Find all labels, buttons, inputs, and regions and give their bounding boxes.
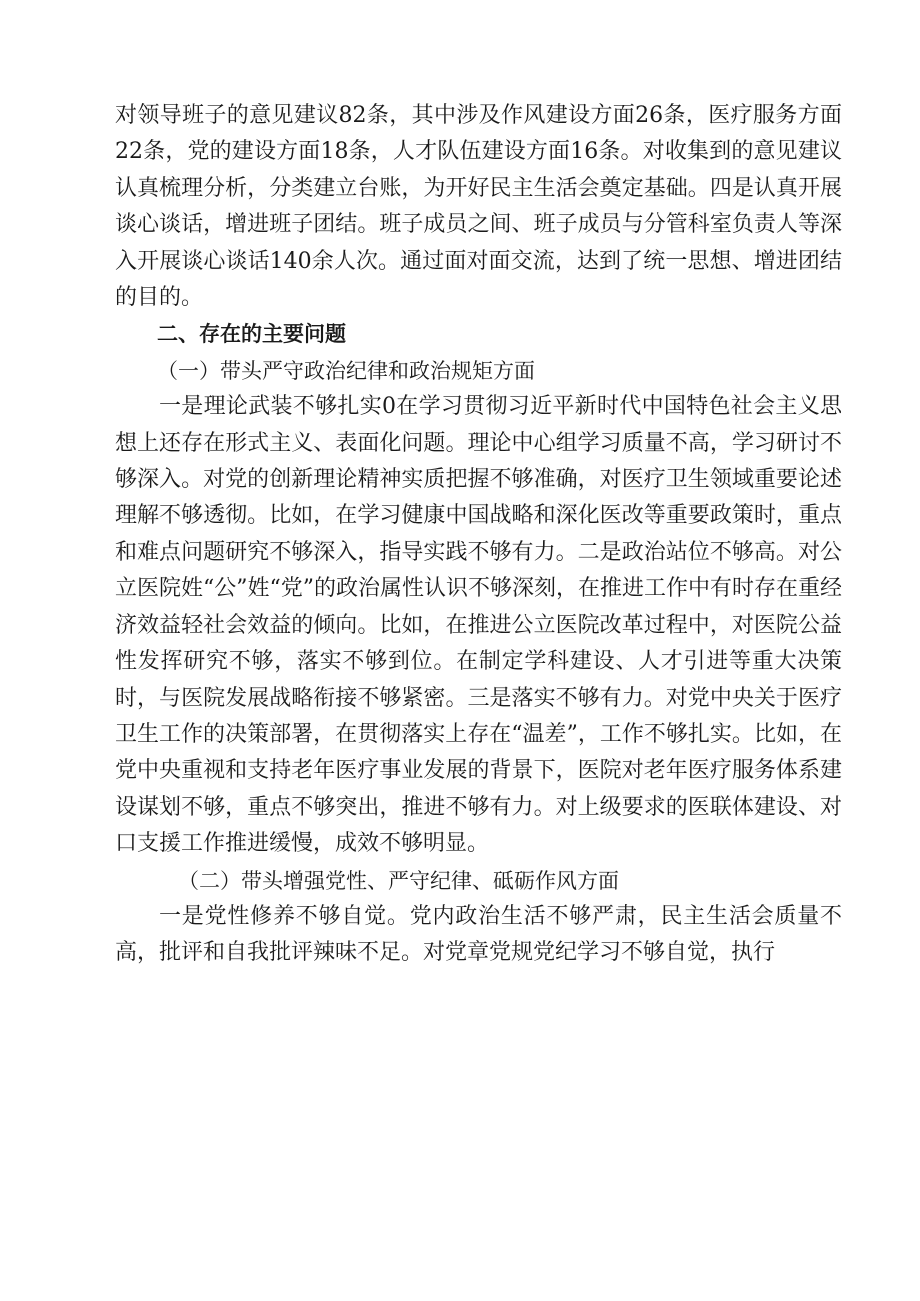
- paragraph-political-discipline-issues: 一是理论武装不够扎实0在学习贯彻习近平新时代中国特色社会主义思想上还存在形式主义、表面化问题。理论中心组学习质量不高，学习研讨不够深入。对党的创新理论精神实质把握不够准确，对医疗卫生领域重要论述理解不够透彻。比如，在学习健康中国战略和深化医改等重要政策时，重点和难点问题研究不够深入，指导实践不够有力。二是政治站位不够高。对公立医院姓“公”姓“党”的政治属性认识不够深刻，在推进工作中有时存在重经济效益轻社会效益的倾向。比如，在推进公立医院改革过程中，对医院公益性发挥研究不够，落实不够到位。在制定学科建设、人才引进等重大决策时，与医院发展战略衔接不够紧密。三是落实不够有力。对党中央关于医疗卫生工作的决策部署，在贯彻落实上存在“温差”，工作不够扎实。比如，在党中央重视和支持老年医疗事业发展的背景下，医院对老年医疗服务体系建设谋划不够，重点不够突出，推进不够有力。对上级要求的医联体建设、对口支援工作推进缓慢，成效不够明显。: [115, 394, 842, 857]
- paragraph-party-spirit-issues: 一是党性修养不够自觉。党内政治生活不够严肃，民主生活会质量不高，批评和自我批评辣味不足。对党章党规党纪学习不够自觉，执行: [115, 903, 842, 966]
- section-heading-main-problems: 二、存在的主要问题: [157, 322, 346, 347]
- subheading-political-discipline: （一）带头严守政治纪律和政治规矩方面: [157, 358, 535, 383]
- document-body: [115, 98, 842, 972]
- subheading-party-spirit: （二）带头增强党性、严守纪律、砥砺作风方面: [178, 868, 619, 893]
- paragraph-opinions-summary: 对领导班子的意见建议82条，其中涉及作风建设方面26条，医疗服务方面22条，党的建设方面18条，人才队伍建设方面16条。对收集到的意见建议认真梳理分析，分类建立台账，为开好民主生活会奠定基础。四是认真开展谈心谈话，增进班子团结。班子成员之间、班子成员与分管科室负责人等深入开展谈心谈话140余人次。通过面对面交流，达到了统一思想、增进团结的目的。: [115, 103, 842, 311]
